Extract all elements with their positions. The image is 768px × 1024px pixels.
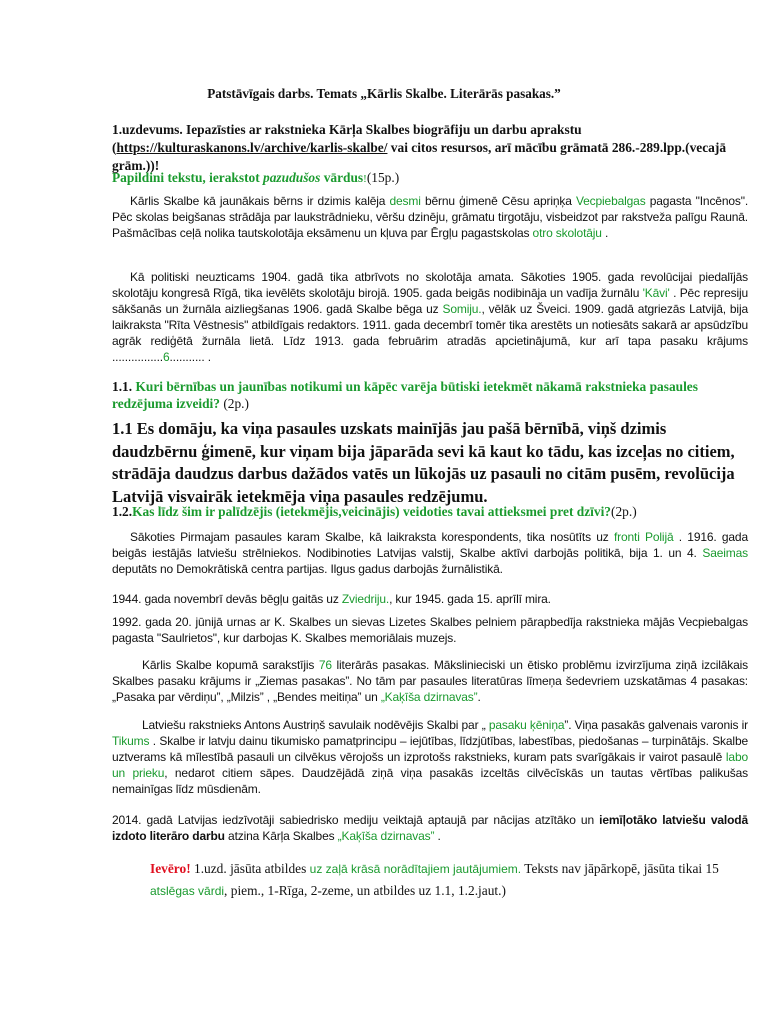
blank-answer: „Kaķīša dzirnavas”	[337, 829, 435, 843]
points: (15p.)	[366, 170, 400, 185]
paragraph-reburial: 1992. gada 20. jūnijā urnas ar K. Skalbes un sievas Lizetes Skalbes pelniem pārapbedīja rakstnieka mājās Vecpiebalgas pagasta "Saulrietos", kur darbojas K. Skalbes memoriālais muzejs.	[112, 615, 748, 645]
task-tail: vai citos resursos, arī mācību grāmatā 286.-289.lpp.(vecajā grām.))!	[112, 140, 727, 173]
paragraph-exile: 1944. gada novembrī devās bēgļu gaitās uz Zviedriju., kur 1945. gada 15. aprīlī mira.	[112, 592, 551, 606]
paragraph-survey: 2014. gadā Latvijas iedzīvotāji sabiedrisko mediju veiktajā aptaujā par nācijas atzītāko un iemīļotāko latviešu valodā izdoto literāro darbu atzina Kārļa Skalbes „Kaķīša dzirnavas” .	[112, 813, 748, 843]
blank-answer: 'Kāvi'	[642, 286, 674, 300]
task-lead: 1.uzdevums. Iepazīsties ar rakstnieka Kārļa Skalbes biogrāfiju un darbu aprakstu (	[112, 122, 582, 155]
blank-answer: Zviedriju.	[341, 592, 390, 606]
paragraph-politics: Kā politiski neuzticams 1904. gadā tika atbrīvots no skolotāja amata. Sākoties 1905. gada revolūcijai piedalījās skolotāju kongresā Rīgā, tika ievēlēts skolotāju birojā. 1905. gada beigās nodibināja un vadīja žurnālu 'Kāvi' . Pēc represiju sākšanās un žurnāla aizliegšanas 1906. gadā Skalbe bēga uz Somiju., vēlāk uz Šveici. 1909. gadā atgriezās Latvijā, bija laikraksta "Rīta Vēstnesis" atbildīgais redaktors. 1911. gada decembrī tomēr tika arestēts un notiesāts sakarā ar apsūdzību agrāk rediģētā žurnāla lietā. Līdz 1913. gada februārim atradās apcietinājumā, kur arī tapa pasaku krājums ................6........... .	[112, 270, 749, 364]
blank-answer: Somiju.	[442, 302, 482, 316]
paragraph-austrins: Latviešu rakstnieks Antons Austriņš savulaik nodēvējis Skalbi par „ pasaku ķēniņa”. Viņa pasakās galvenais varonis ir Tikums . Skalbe ir latvju dainu tikumisko pamatprincipu – iejūtības, līdzjūtības, labestības, piedošanas – turpinātājs. Skalbe uztverams kā mīlestībā pasauli un cilvēkus vērojošs un izprotošs rakstnieks, kuram pats svarīgākais ir vairot pasaulē labo un prieku, nedarot citiem sāpes. Daudzējādā ziņā viņa pasakās izceltās cilvēcīskās un tautas vērtības palikušas nemainīgas līdz mūsdienām.	[112, 718, 748, 796]
blank-answer: Tikums	[112, 734, 150, 748]
blank-answer: Saeimas	[702, 546, 748, 560]
answer-1-1: 1.1 Es domāju, ka viņa pasaules uzskats mainījās jau pašā bērnībā, viņš dzimis daudzbērnu ģimenē, kur viņam bija jāparāda sevi kā kaut ko tādu, kas izceļas no citiem, strādāja daudzus darbus dažādos vatēs un lūkojās uz pasauli no citām pusēm, revolūcija Latvijā visvairāk ietekmēja viņa pasaules redzējumu.	[112, 419, 735, 506]
paragraph-biography: Kārlis Skalbe kā jaunākais bērns ir dzimis kalēja desmi bērnu ģimenē Cēsu apriņķa Vecpiebalgas pagasta "Incēnos". Pēc skolas beigšanas strādāja par laukstrādnieku, vēršu dzinēju, grāmatu tirgotāju, visbeidzot par rakstveža palīgu Raunā. Pašmācības ceļā nolika tautskolotāja eksāmenu un kļuva par Ērgļu pagastskolas otro skolotāju .	[112, 194, 749, 240]
question-1-1: 1.1. Kuri bērnības un jaunības notikumi un kāpēc varēja būtiski ietekmēt nākamā rakstnieka pasaules redzējuma izveidi? (2p.)	[112, 379, 698, 411]
kulturas-kanons-link[interactable]: https://kulturaskanons.lv/archive/karlis-skalbe/	[116, 140, 388, 155]
blank-answer: 6	[162, 350, 170, 364]
paragraph-fairy-tales: Kārlis Skalbe kopumā sarakstījis 76 literārās pasakas. Mākslinieciski un ētisko problēmu izvirzījuma ziņā izcilākais Skalbes pasaku krājums ir „Ziemas pasakas”. No tām par pasaules literatūras līmeņa šedevriem uzskatāmas 4 pasakas: „Pasaka par vērdiņu”, „Milzis” , „Bendes meitiņa” un „Kaķīša dzirnavas”.	[112, 658, 748, 704]
submission-note: Ievēro! 1.uzd. jāsūta atbildes uz zaļā krāsā norādītajiem jautājumiem. Teksts nav jāpārkopē, jāsūta tikai 15 atslēgas vārdi, piem., 1-Rīga, 2-zeme, un atbildes uz 1.1, 1.2.jaut.)	[150, 861, 719, 898]
question-1-2: 1.2.Kas līdz šim ir palīdzējis (ietekmējis,veicinājis) veidoties tavai attieksmei pret dzīvi?(2p.)	[112, 504, 637, 519]
blank-answer: „Kaķīša dzirnavas”	[380, 690, 478, 704]
page-title: Patstāvīgais darbs. Temats „Kārlis Skalbe. Literārās pasakas.”	[207, 86, 561, 101]
fill-instruction: Papildini tekstu, ierakstot pazudušos vārdus!(15p.)	[112, 170, 400, 185]
blank-answer: desmi	[389, 194, 421, 208]
blank-answer: 76	[318, 658, 332, 672]
warning-label: Ievēro!	[150, 861, 191, 876]
task-heading	[112, 121, 752, 175]
blank-answer: Vecpiebalgas	[575, 194, 646, 208]
blank-answer: otro skolotāju	[532, 226, 602, 240]
blank-answer: pasaku ķēniņa	[488, 718, 565, 732]
blank-answer: labo un prieku	[112, 750, 748, 780]
paragraph-war: Sākoties Pirmajam pasaules karam Skalbe, kā laikraksta korespondents, tika nosūtīts uz fronti Polijā . 1916. gada beigās iestājās latviešu strēlniekos. Nodibinoties Latvijas valstij, Skalbe aktīvi darbojās politikā, bija 1. un 4. Saeimas deputāts no Demokrātiskā centra partijas. Ilgus gadus darbojās žurnālistikā.	[112, 530, 748, 576]
blank-answer: fronti Polijā	[613, 530, 674, 544]
